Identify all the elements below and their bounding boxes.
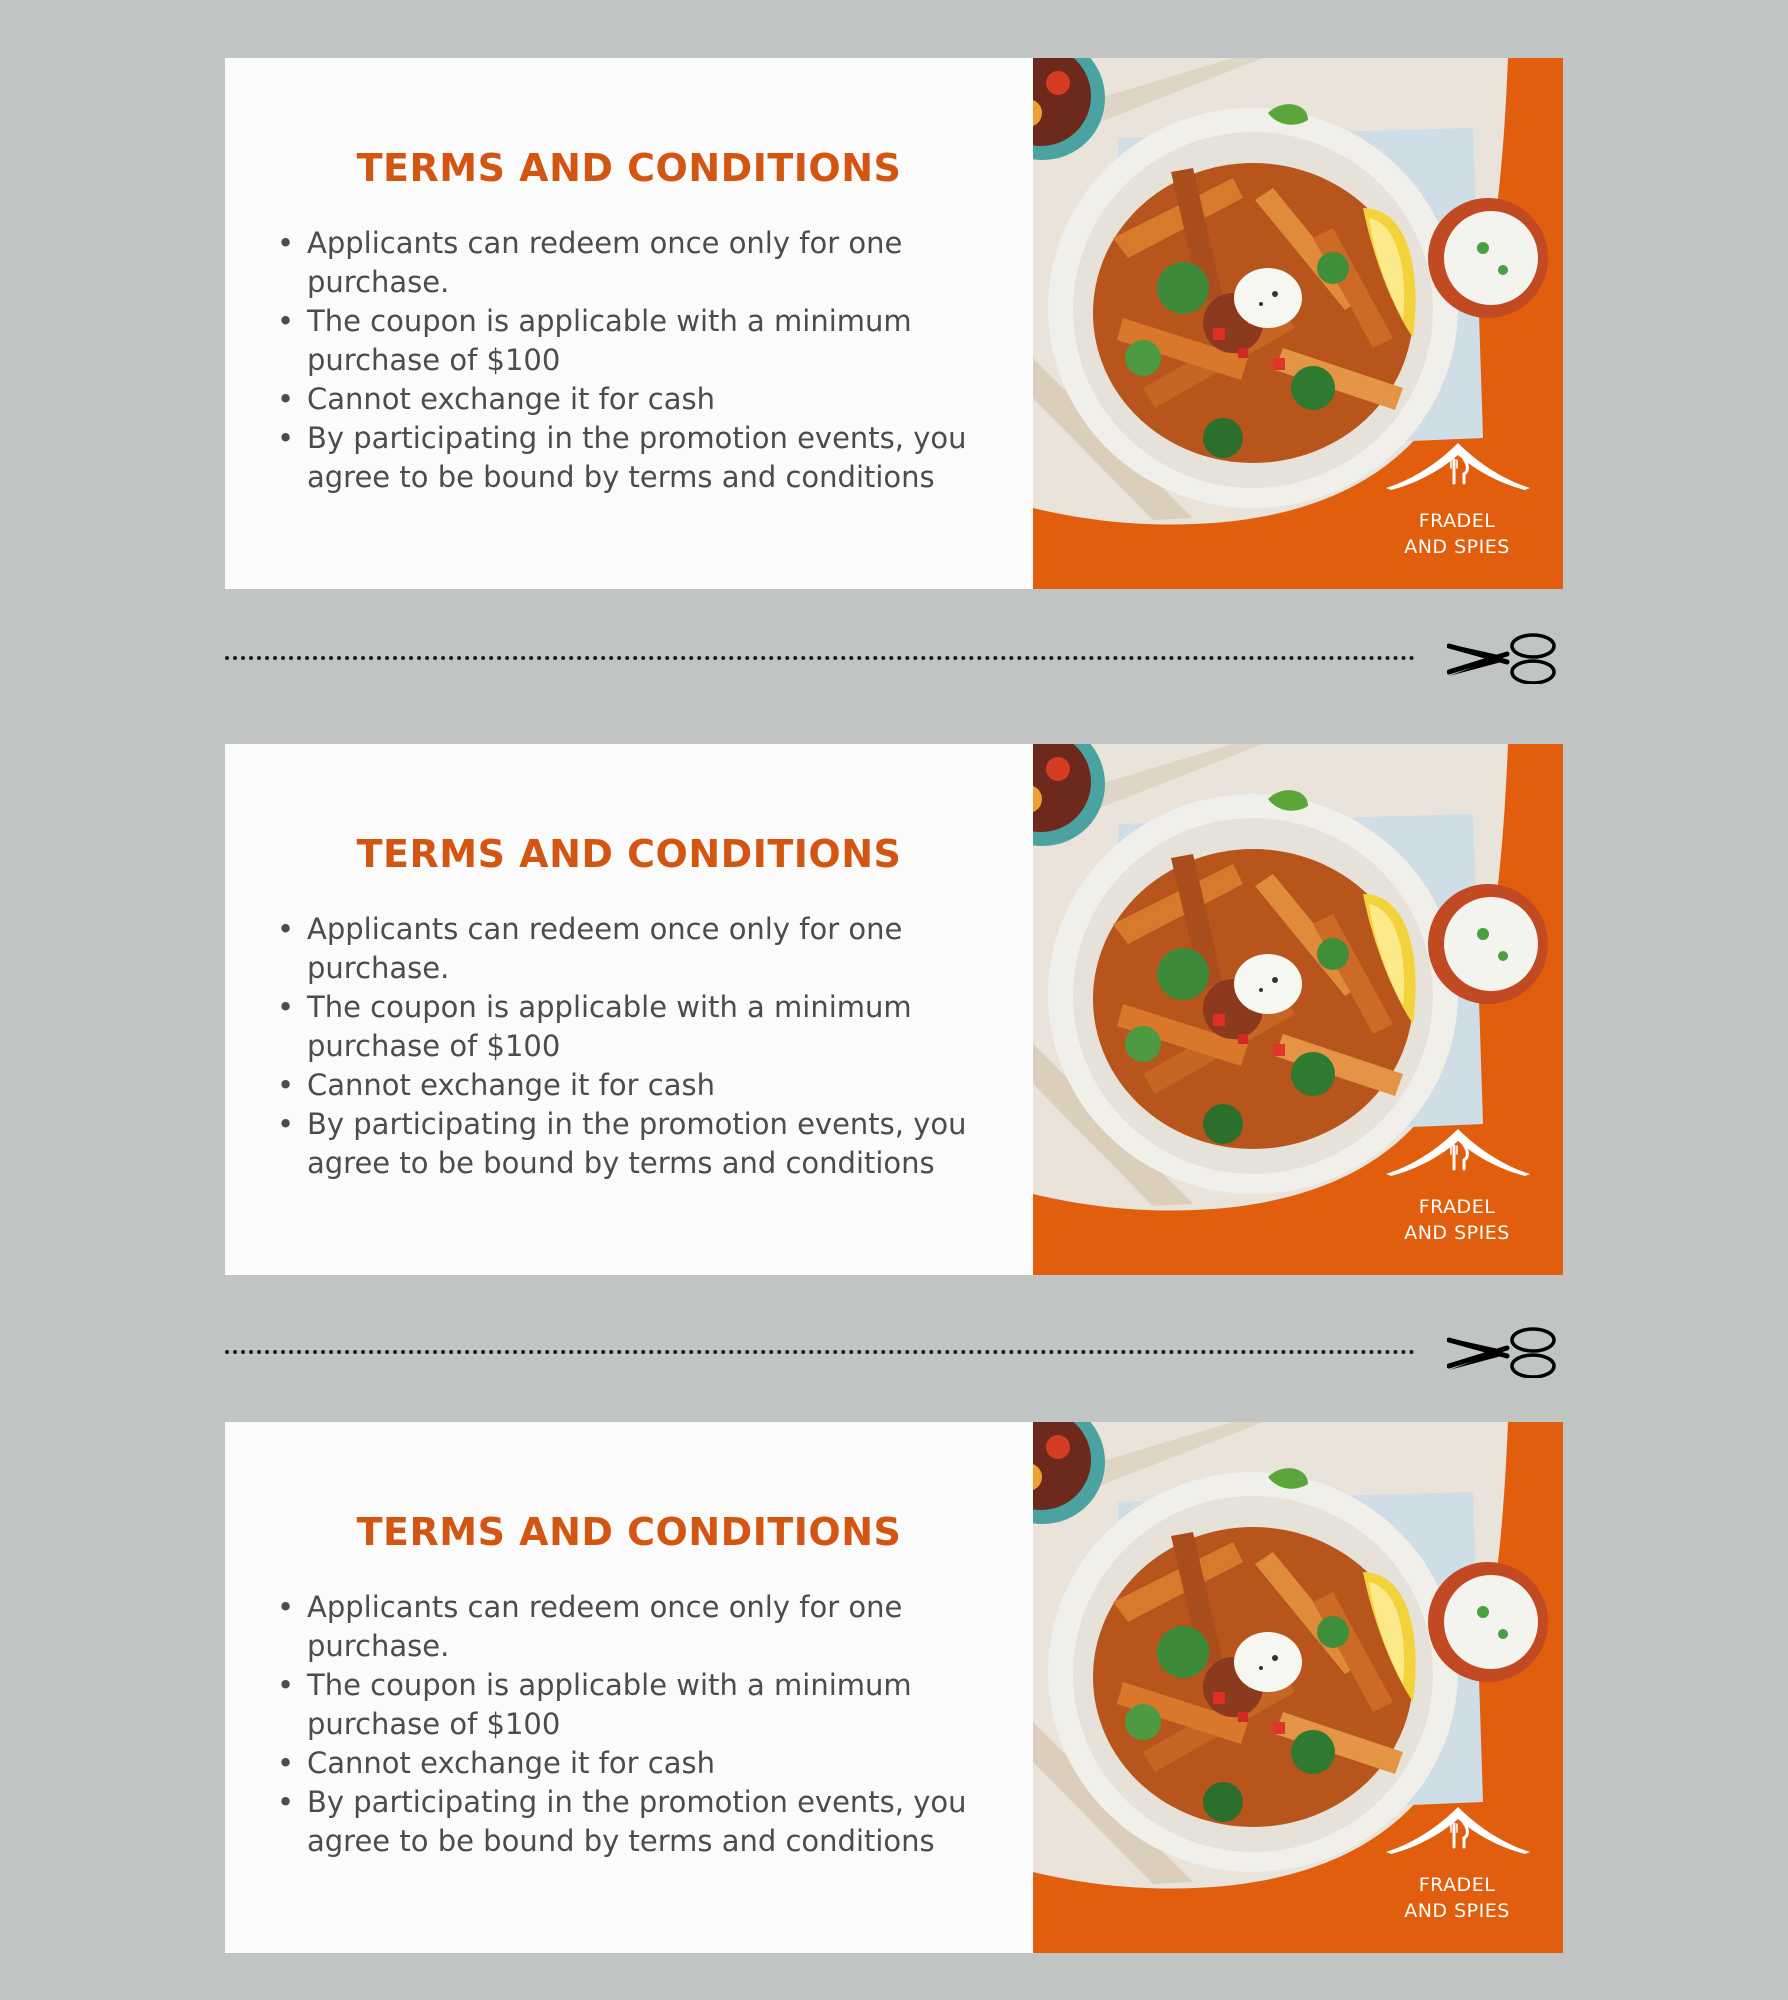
brand-panel (1033, 58, 1563, 589)
coupon-card (225, 744, 1563, 1275)
terms-item-text: The coupon is applicable with a minimum purchase of $100 (307, 990, 912, 1063)
scissors-icon (1447, 632, 1559, 684)
terms-title: TERMS AND CONDITIONS (356, 1510, 902, 1554)
terms-item (277, 1588, 1027, 1666)
terms-item-text: Applicants can redeem once only for one purchase. (307, 1590, 903, 1663)
bullet-icon: • (277, 1590, 295, 1624)
terms-panel (225, 744, 1033, 1275)
terms-item (277, 302, 1027, 380)
scissors-icon (1447, 1326, 1559, 1378)
fork-knife-roof-icon (1386, 1807, 1530, 1855)
terms-title: TERMS AND CONDITIONS (356, 832, 902, 876)
terms-item-text: By participating in the promotion events, you agree to be bound by terms and conditions (307, 421, 967, 494)
bullet-icon: • (277, 1785, 295, 1819)
terms-item (277, 419, 1027, 497)
bullet-icon: • (277, 421, 295, 455)
terms-item (277, 1666, 1027, 1744)
terms-item (277, 1783, 1027, 1861)
terms-list (277, 224, 1027, 497)
bullet-icon: • (277, 990, 295, 1024)
brand-panel (1033, 1422, 1563, 1953)
terms-item-text: Cannot exchange it for cash (307, 1746, 715, 1780)
brand-name-line2: AND SPIES (1404, 1222, 1510, 1244)
brand-name-line2: AND SPIES (1404, 1900, 1510, 1922)
brand-panel (1033, 744, 1563, 1275)
brand-name (1363, 1872, 1551, 1924)
terms-item (277, 1066, 1027, 1105)
bullet-icon: • (277, 382, 295, 416)
bullet-icon: • (277, 1668, 295, 1702)
coupon-card (225, 58, 1563, 589)
fork-knife-roof-icon (1386, 1129, 1530, 1177)
terms-title: TERMS AND CONDITIONS (356, 146, 902, 190)
terms-item-text: The coupon is applicable with a minimum purchase of $100 (307, 304, 912, 377)
terms-item (277, 1105, 1027, 1183)
brand-name-line1: FRADEL (1418, 1196, 1496, 1218)
brand-name-line2: AND SPIES (1404, 536, 1510, 558)
bullet-icon: • (277, 1746, 295, 1780)
terms-item (277, 380, 1027, 419)
terms-list (277, 910, 1027, 1183)
brand-name-line1: FRADEL (1418, 1874, 1496, 1896)
fork-knife-roof-icon (1386, 443, 1530, 491)
terms-item-text: Cannot exchange it for cash (307, 382, 715, 416)
bullet-icon: • (277, 1107, 295, 1141)
terms-item (277, 988, 1027, 1066)
dotted-separator (225, 656, 1415, 660)
terms-item-text: The coupon is applicable with a minimum purchase of $100 (307, 1668, 912, 1741)
bullet-icon: • (277, 912, 295, 946)
terms-panel (225, 58, 1033, 589)
cut-line (225, 1322, 1565, 1382)
terms-list (277, 1588, 1027, 1861)
terms-item-text: By participating in the promotion events, you agree to be bound by terms and conditions (307, 1785, 967, 1858)
coupon-card (225, 1422, 1563, 1953)
bullet-icon: • (277, 1068, 295, 1102)
terms-item-text: Cannot exchange it for cash (307, 1068, 715, 1102)
brand-name-line1: FRADEL (1418, 510, 1496, 532)
terms-item-text: Applicants can redeem once only for one purchase. (307, 912, 903, 985)
brand-name (1363, 508, 1551, 560)
bullet-icon: • (277, 226, 295, 260)
terms-item-text: Applicants can redeem once only for one purchase. (307, 226, 903, 299)
terms-item (277, 224, 1027, 302)
terms-panel (225, 1422, 1033, 1953)
brand-name (1363, 1194, 1551, 1246)
terms-item (277, 910, 1027, 988)
terms-item-text: By participating in the promotion events, you agree to be bound by terms and conditions (307, 1107, 967, 1180)
cut-line (225, 628, 1565, 688)
bullet-icon: • (277, 304, 295, 338)
dotted-separator (225, 1350, 1415, 1354)
terms-item (277, 1744, 1027, 1783)
